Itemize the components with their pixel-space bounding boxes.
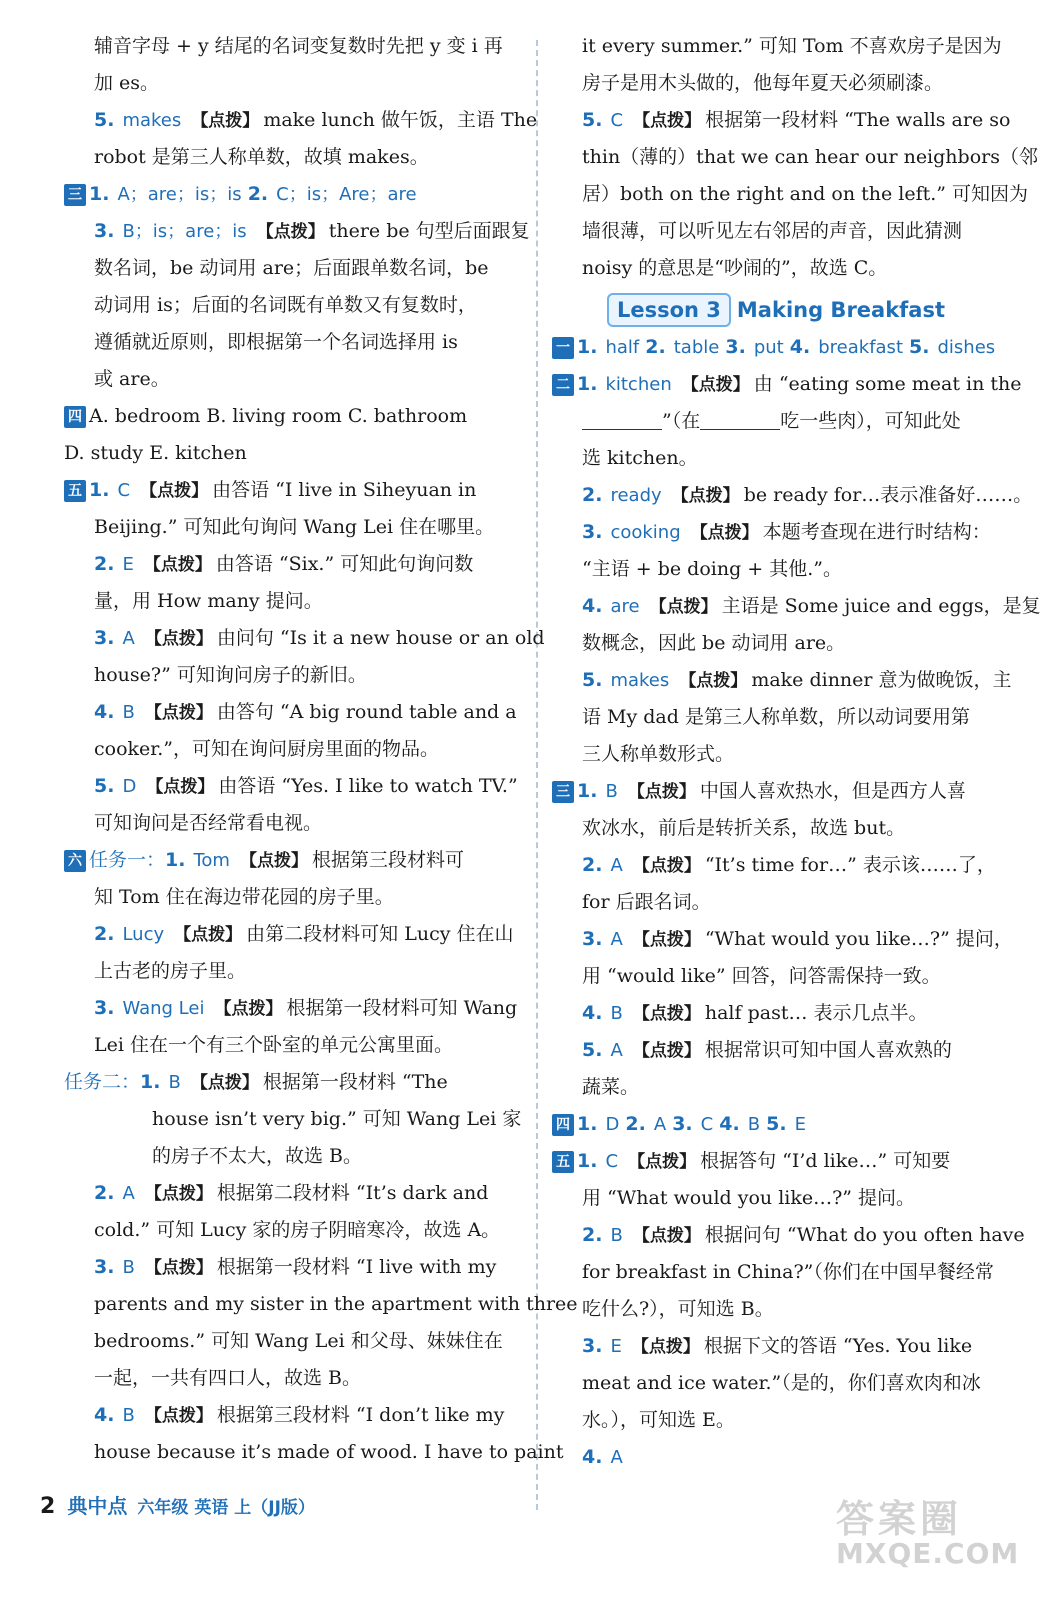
explanation-text: 由答语 “Six.” 可知此句询问数 [215,553,474,575]
hint-marker: 【点拨】 [632,856,701,876]
question-number: 2. [247,183,269,205]
watermark-url: MXQE.COM [836,1537,1020,1570]
text-line: robot 是第三人称单数，故填 makes。 [94,146,429,168]
text-line: Beijing.” 可知此句询问 Wang Lei 住在哪里。 [94,516,495,538]
explanation-text: 中国人喜欢热水，但是西方人喜 [699,780,966,802]
question-number: 4. [789,336,811,358]
hint-marker: 【点拨】 [679,671,748,691]
text-line [552,1217,1025,1254]
text-line: 用 “What would you like…?” 提问。 [582,1187,916,1209]
question-number: 2. [94,1182,115,1204]
answer: makes [610,670,670,691]
text-line: Lei 住在一个有三个卧室的单元公寓里面。 [94,1034,453,1056]
question-number: 3. [94,220,115,242]
text-line [552,1106,1000,1143]
text-line [552,366,1022,403]
text-line [552,1032,1000,1069]
question-number: 3. [94,1256,115,1278]
section-badge: 六 [64,850,86,872]
question-number: 5. [582,1039,603,1061]
text-line: 遵循就近原则，即根据第一个名词选择用 is [94,331,458,353]
hint-marker: 【点拨】 [240,851,308,871]
text-line [64,694,520,731]
page-number: 2 [40,1494,56,1519]
lesson-title: Making Breakfast [736,298,946,322]
answer: B [168,1072,181,1093]
text-line [552,921,1013,958]
text-line: noisy 的意思是“吵闹的”，故选 C。 [582,257,888,279]
text-line [64,546,520,583]
section-badge: 三 [552,781,574,803]
hint-marker: 【点拨】 [631,1337,700,1357]
section-badge: 一 [552,337,574,359]
watermark [836,1488,1019,1570]
section-badge: 五 [552,1151,574,1173]
answer: breakfast [818,337,903,358]
text-line: 可知询问是否经常看电视。 [94,812,323,834]
fill-blank [700,409,780,430]
explanation-text: there be 句型后面跟复 [328,220,530,242]
fill-blank [582,409,662,430]
text-line [552,102,1011,139]
text-line: 选 kitchen。 [582,447,698,469]
text-line: “主语 + be doing + 其他.”。 [582,558,842,580]
text-line [64,842,520,879]
answer: Wang Lei [122,998,205,1019]
answer: table [673,337,720,358]
answer: A [653,1114,667,1135]
text-line: 上古老的房子里。 [94,960,247,982]
answer: C [700,1114,714,1135]
question-number: 1. [165,849,186,871]
left-column [64,28,578,1471]
explanation-text: 根据第三段材料 “I don’t like my [216,1404,505,1426]
hint-marker: 【点拨】 [633,111,702,131]
hint-marker: 【点拨】 [632,930,701,950]
text-line: 数概念，因此 be 动词用 are。 [582,632,846,654]
text-line [552,514,1000,551]
question-number: 5. [582,669,603,691]
text-line [552,847,1000,884]
task-label: 任务二： [64,1071,141,1093]
text-line [552,1439,1000,1476]
section-badge: 四 [64,406,86,428]
answer: A；are；is；is [117,184,242,205]
answer: half [605,337,640,358]
question-number: 4. [582,1002,603,1024]
question-number: 4. [94,701,115,723]
explanation-text: A. bedroom B. living room C. bathroom [89,405,468,427]
section-badge: 五 [64,480,86,502]
hint-marker: 【点拨】 [632,1041,701,1061]
explanation-text: 由答语 “Yes. I like to watch TV.” [218,775,518,797]
answer: dishes [937,337,996,358]
hint-marker: 【点拨】 [143,555,212,575]
lesson-heading [552,289,1000,329]
section-badge: 三 [64,184,86,206]
text-line: 吃什么?），可知选 B。 [582,1298,774,1320]
hint-marker: 【点拨】 [214,999,283,1019]
watermark-text: 答案圈 [836,1497,963,1541]
answer: put [753,337,784,358]
hint-marker: 【点拨】 [190,1073,259,1093]
text-line [64,990,520,1027]
question-number: 3. [94,997,115,1019]
line-text: 的房子不太大，故选 B。 [152,1145,363,1167]
question-number: 2. [625,1113,646,1135]
answer: E [610,1336,622,1357]
page-footer [40,1488,315,1524]
book-title: 六年级 英语 上（JJ版） [137,1498,315,1518]
text-line [552,477,1033,514]
text-line [64,768,520,805]
question-number: 2. [94,923,115,945]
hint-marker: 【点拨】 [628,1152,697,1172]
answer: are [610,596,640,617]
answer: B [122,1405,135,1426]
text-line: 欢冰水，前后是转折关系，故选 but。 [582,817,906,839]
hint-marker: 【点拨】 [649,597,718,617]
text-line: 水。），可知选 E。 [582,1409,735,1431]
question-number: 1. [577,373,598,395]
text-line: bedrooms.” 可知 Wang Lei 和父母、妹妹住在 [94,1330,503,1352]
hint-marker: 【点拨】 [256,222,325,242]
text-line [64,1138,520,1175]
explanation-text: 根据第一段材料 “I live with my [216,1256,497,1278]
answer: A [610,1447,623,1468]
answer: A [122,628,135,649]
text-line: 蔬菜。 [582,1076,640,1098]
text-line [64,1175,520,1212]
question-number: 1. [577,1150,598,1172]
question-number: 3. [94,627,115,649]
question-number: 5. [909,336,930,358]
answer: makes [122,110,182,131]
explanation-text: 本题考查现在进行时结构： [762,521,991,543]
text-line [552,588,1041,625]
text-line: cold.” 可知 Lucy 家的房子阴暗寒冷，故选 A。 [94,1219,501,1241]
question-number: 2. [94,553,115,575]
text-line: 辅音字母 + y 结尾的名词变复数时先把 y 变 i 再 [94,35,503,57]
text-line [64,102,538,139]
question-number: 4. [582,1446,603,1468]
answer: cooking [610,522,681,543]
hint-marker: 【点拨】 [144,1258,213,1278]
hint-marker: 【点拨】 [627,782,696,802]
hint-marker: 【点拨】 [632,1226,701,1246]
text-line: house?” 可知询问房子的新旧。 [94,664,367,686]
question-number: 2. [582,1224,603,1246]
explanation-text: 根据第一段材料 “The walls are so [705,109,1011,131]
question-number: 5. [766,1113,787,1135]
question-number: 3. [725,336,746,358]
text-line: 量，用 How many 提问。 [94,590,323,612]
text-line [552,773,1000,810]
text-line: 三人称单数形式。 [582,743,735,765]
question-number: 4. [719,1113,740,1135]
question-number: 5. [94,775,115,797]
hint-marker: 【点拨】 [681,375,750,395]
text-line [64,1101,520,1138]
line-text: D. study E. kitchen [64,442,247,464]
hint-marker: 【点拨】 [144,1184,213,1204]
text-line [64,1397,520,1434]
task-label: 任务一： [89,849,166,871]
text-line [552,403,1000,440]
text-line: it every summer.” 可知 Tom 不喜欢房子是因为 [582,35,1002,57]
answer: B [610,1225,623,1246]
answer: C [605,1151,619,1172]
question-number: 4. [582,595,603,617]
text-line: 或 are。 [94,368,170,390]
right-column [552,28,1041,1476]
text-line: 房子是用木头做的，他每年夏天必须刷漆。 [582,72,944,94]
text-line: 居）both on the right and on the left.” 可知因为 [582,183,1029,205]
section-badge: 二 [552,374,574,396]
text-line: meat and ice water.”（是的，你们喜欢肉和冰 [582,1372,981,1394]
explanation-text: make lunch 做午饭，主语 The [263,109,538,131]
answer: A [610,855,623,876]
hint-marker: 【点拨】 [671,486,740,506]
line-text: ”（在 [662,410,701,432]
text-line [64,620,545,657]
hint-marker: 【点拨】 [144,629,213,649]
text-line [64,176,520,213]
text-line: parents and my sister in the apartment with three [94,1293,578,1315]
hint-marker: 【点拨】 [144,1406,213,1426]
answer: Lucy [122,924,165,945]
answer: B [605,781,618,802]
hint-marker: 【点拨】 [140,481,209,501]
explanation-text: 根据常识可知中国人喜欢熟的 [704,1039,952,1061]
explanation-text: “It’s time for…” 表示该……了， [704,854,996,876]
line-text: 吃一些肉），可知此处 [780,410,961,432]
question-number: 2. [645,336,666,358]
text-line [64,472,520,509]
text-line: 知 Tom 住在海边带花园的房子里。 [94,886,394,908]
text-line: 加 es。 [94,72,160,94]
question-number: 4. [94,1404,115,1426]
answer: kitchen [605,374,672,395]
explanation-text: 根据第一段材料 “The [262,1071,448,1093]
explanation-text: be ready for…表示准备好……。 [743,484,1033,506]
text-line: 数名词，be 动词用 are；后面跟单数名词，be [94,257,489,279]
text-line: for breakfast in China?”（你们在中国早餐经常 [582,1261,994,1283]
text-line: for 后跟名词。 [582,891,711,913]
text-line: house because it’s made of wood. I have to paint [94,1441,564,1463]
text-line [64,916,520,953]
answer: E [794,1114,806,1135]
text-line: 墙很薄，可以听见左右邻居的声音，因此猜测 [582,220,963,242]
question-number: 1. [577,336,598,358]
answer: B [122,1257,135,1278]
question-number: 5. [582,109,603,131]
answer: B [122,702,135,723]
hint-marker: 【点拨】 [690,523,759,543]
answer: D [122,776,137,797]
text-line [64,213,530,250]
answer: A [610,929,623,950]
question-number: 1. [577,1113,598,1135]
hint-marker: 【点拨】 [191,111,260,131]
answer: Tom [193,850,230,871]
text-line [64,435,520,472]
explanation-text: 根据下文的答语 “Yes. You like [703,1335,973,1357]
answer: B [747,1114,761,1135]
question-number: 3. [582,521,603,543]
explanation-text: 主语是 Some juice and eggs，是复 [721,595,1041,617]
answer: C；is；Are；are [276,184,417,205]
text-line [552,662,1012,699]
text-line: cooker.”，可知在询问厨房里面的物品。 [94,738,440,760]
answer: E [122,554,134,575]
question-number: 2. [582,854,603,876]
explanation-text: 由 “eating some meat in the [753,373,1022,395]
explanation-text: make dinner 意为做晚饭，主 [751,669,1012,691]
brand-logo: 典中点 [67,1494,128,1518]
hint-marker: 【点拨】 [144,703,213,723]
text-line [552,1143,1000,1180]
explanation-text: 由第二段材料可知 Lucy 住在山 [246,923,514,945]
question-number: 1. [577,780,598,802]
text-line [552,995,1000,1032]
text-line: 语 My dad 是第三人称单数，所以动词要用第 [582,706,970,728]
explanation-text: 由答句 “A big round table and a [216,701,517,723]
question-number: 3. [582,928,603,950]
text-line: 一起，一共有四口人，故选 B。 [94,1367,362,1389]
text-line [552,1328,1000,1365]
text-line: thin（薄的）that we can hear our neighbors（邻 [582,146,1038,168]
lesson-number: Lesson 3 [607,293,731,327]
text-line [64,398,520,435]
question-number: 1. [89,183,110,205]
answer: ready [610,485,662,506]
section-badge: 四 [552,1114,574,1136]
explanation-text: 由答语 “I live in Siheyuan in [212,479,477,501]
question-number: 1. [89,479,110,501]
text-line: 动词用 is；后面的名词既有单数又有复数时， [94,294,477,316]
question-number: 2. [582,484,603,506]
explanation-text: 根据问句 “What do you often have [704,1224,1025,1246]
answer: C [117,480,131,501]
text-line [64,1249,520,1286]
explanation-text: 根据第二段材料 “It’s dark and [216,1182,489,1204]
answer: B [610,1003,623,1024]
answer: B；is；are；is [122,221,247,242]
explanation-text: “What would you like…?” 提问， [704,928,1013,950]
explanation-text: half past… 表示几点半。 [704,1002,928,1024]
question-number: 3. [582,1335,603,1357]
hint-marker: 【点拨】 [632,1004,701,1024]
hint-marker: 【点拨】 [146,777,215,797]
answer: A [122,1183,135,1204]
question-number: 5. [94,109,115,131]
line-text: house isn’t very big.” 可知 Wang Lei 家 [152,1108,522,1130]
question-number: 1. [140,1071,161,1093]
answer: D [605,1114,620,1135]
hint-marker: 【点拨】 [174,925,243,945]
explanation-text: 根据第三段材料可 [312,849,465,871]
explanation-text: 由问句 “Is it a new house or an old [216,627,545,649]
question-number: 3. [672,1113,693,1135]
explanation-text: 根据第一段材料可知 Wang [286,997,518,1019]
explanation-text: 根据答句 “I’d like…” 可知要 [700,1150,951,1172]
answer: C [610,110,624,131]
text-line [552,329,1000,366]
text-line: 用 “would like” 回答，问答需保持一致。 [582,965,941,987]
answer: A [610,1040,623,1061]
text-line [64,1064,520,1101]
